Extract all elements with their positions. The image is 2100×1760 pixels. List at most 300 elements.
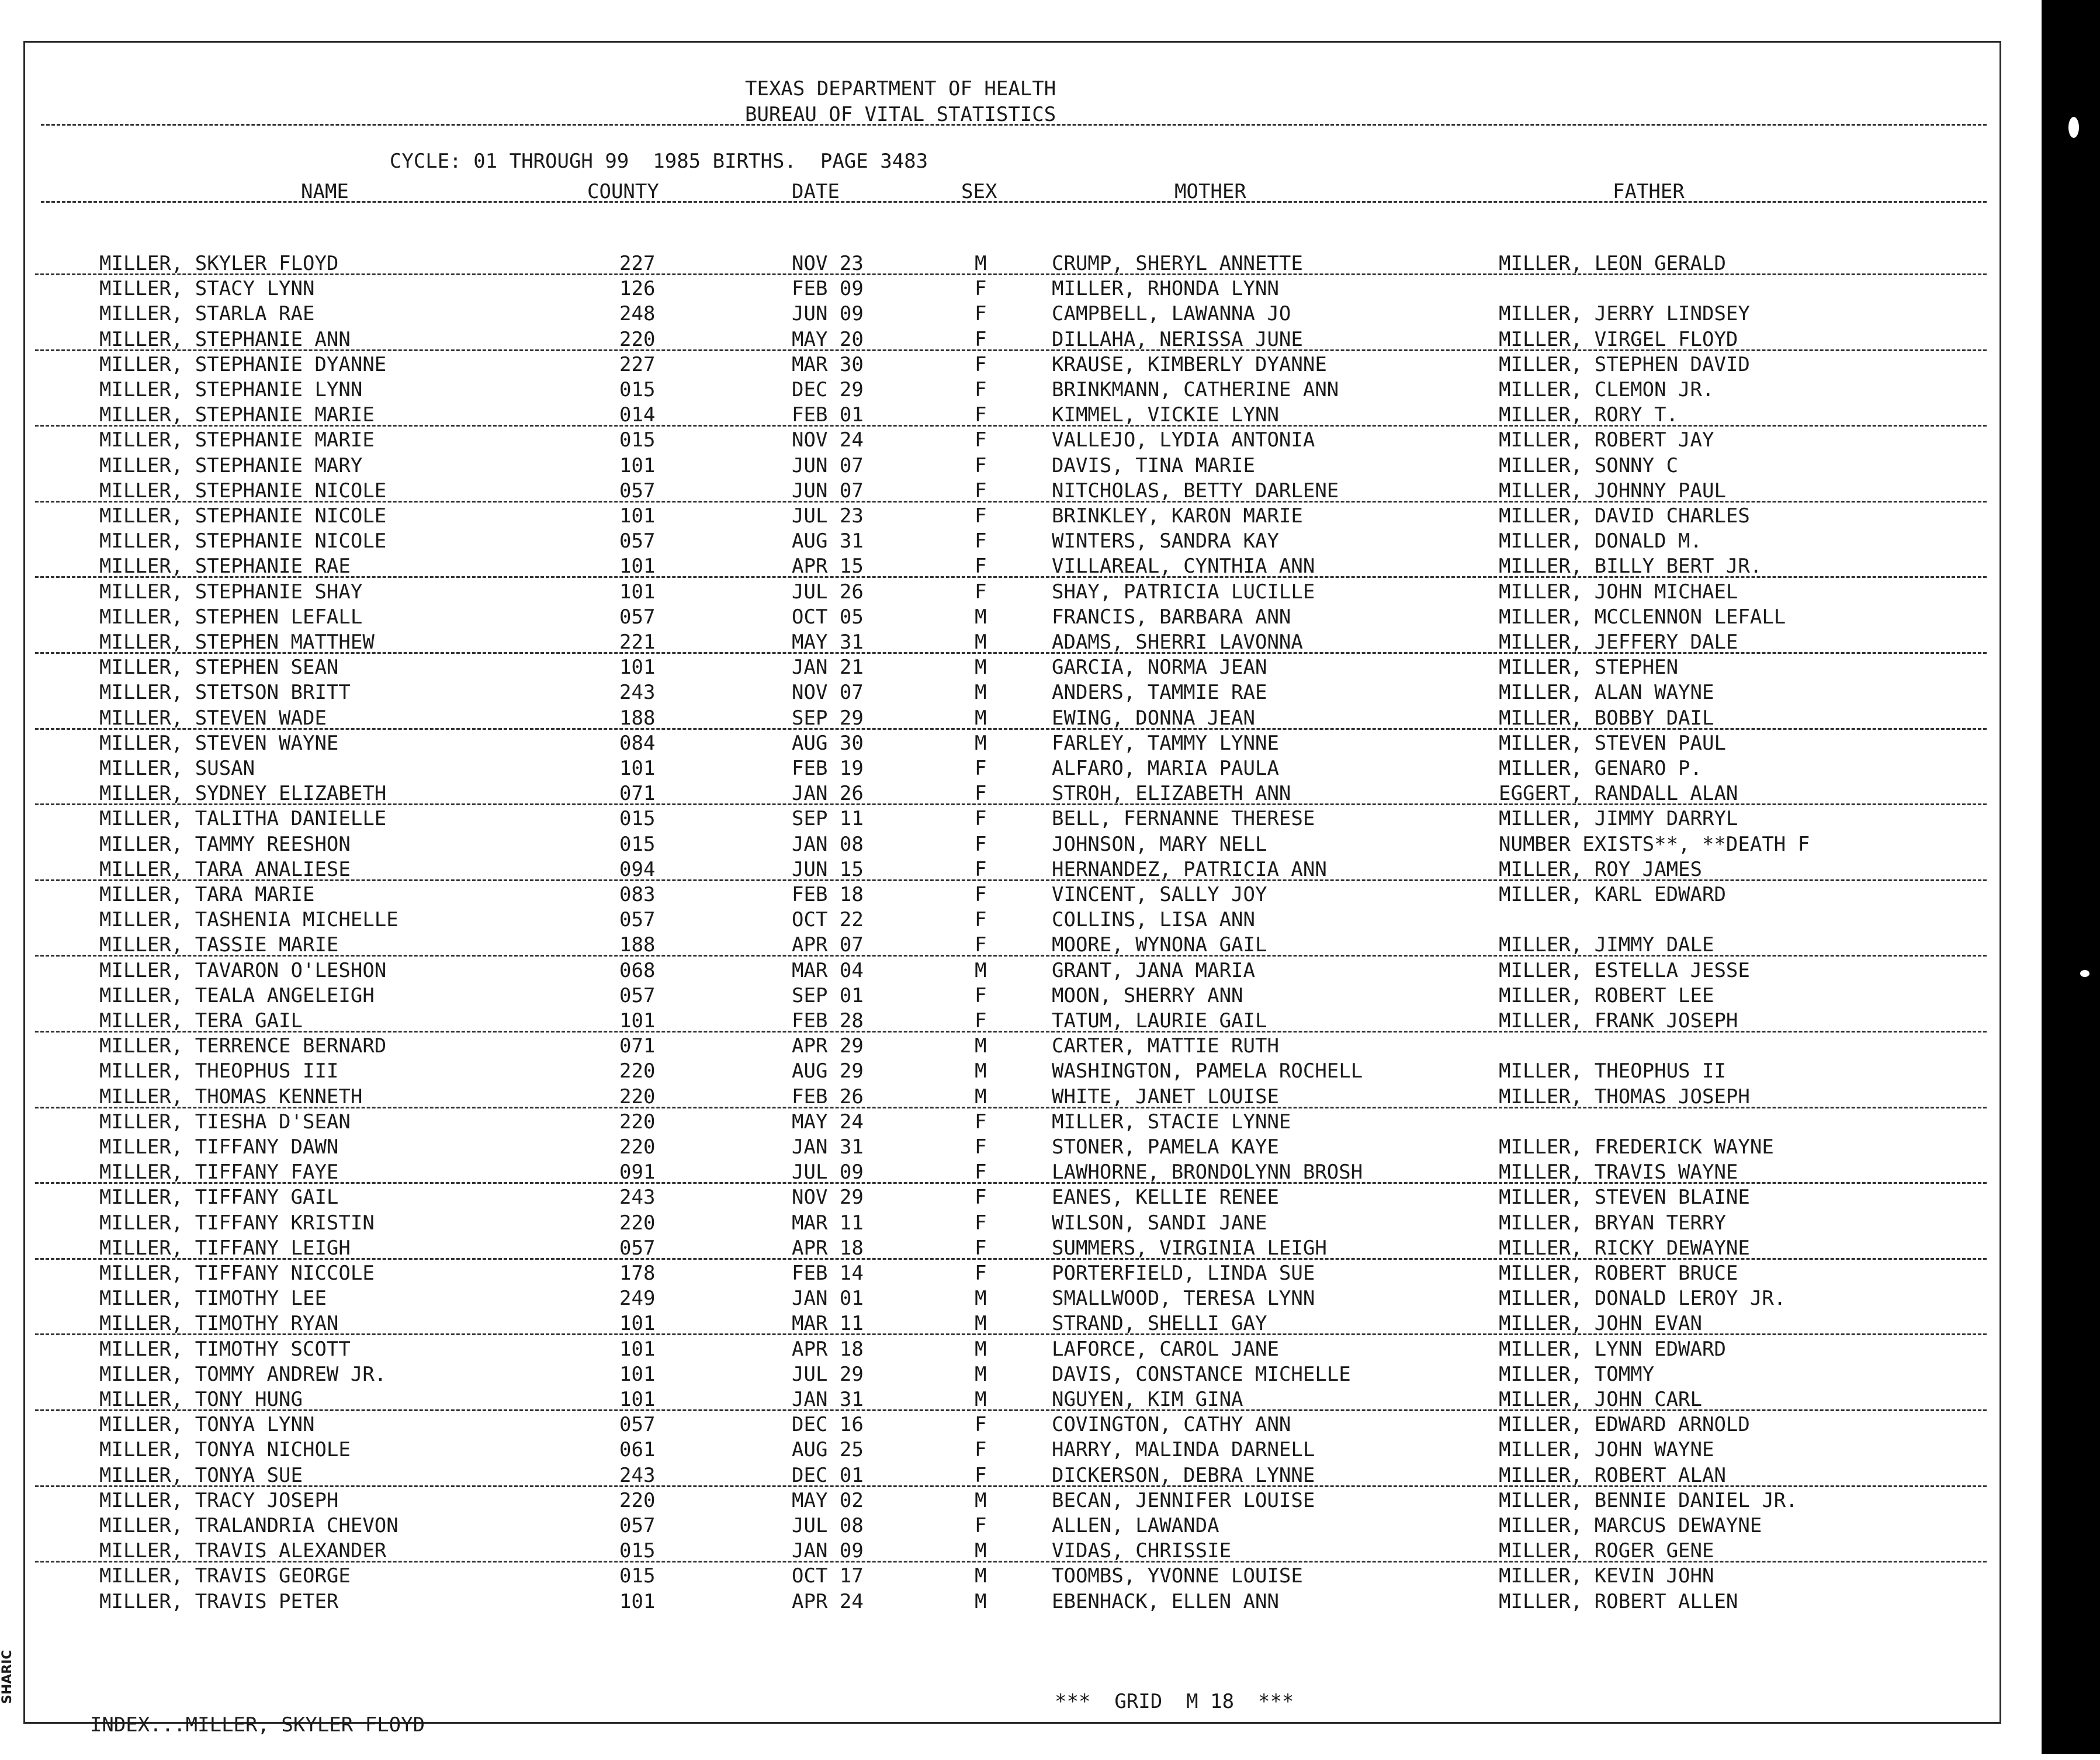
cell-date: APR 24 — [792, 1589, 864, 1613]
cell-sex: F — [975, 1463, 987, 1487]
cell-date: MAY 02 — [792, 1488, 864, 1512]
cell-mother: ALFARO, MARIA PAULA — [1052, 757, 1279, 780]
cell-father: MILLER, JOHN MICHAEL — [1499, 580, 1738, 604]
cell-county: 227 — [619, 352, 656, 376]
cell-county: 248 — [619, 302, 656, 326]
cell-name: MILLER, STEPHANIE RAE — [99, 555, 351, 578]
cell-date: MAR 30 — [792, 352, 864, 376]
cell-sex: F — [975, 428, 987, 452]
cell-name: MILLER, TAVARON O'LESHON — [99, 958, 387, 982]
cell-mother: EWING, DONNA JEAN — [1052, 706, 1255, 730]
cell-mother: WILSON, SANDI JANE — [1052, 1211, 1267, 1235]
table-row — [0, 655, 1928, 680]
cell-sex: F — [975, 832, 987, 856]
cell-county: 101 — [619, 453, 656, 477]
col-header-father: FATHER — [1613, 180, 1685, 203]
cell-county: 101 — [619, 1362, 656, 1386]
col-header-date: DATE — [792, 180, 840, 203]
cell-sex: F — [975, 1135, 987, 1159]
table-row — [0, 781, 1928, 806]
cell-name: MILLER, STEVEN WAYNE — [99, 731, 339, 755]
table-row — [0, 1463, 1928, 1488]
cell-mother: EANES, KELLIE RENEE — [1052, 1186, 1279, 1210]
cell-date: JUL 09 — [792, 1160, 864, 1184]
cell-father: MILLER, DONALD M. — [1499, 529, 1702, 553]
group-rule — [35, 1561, 1987, 1562]
cell-father: MILLER, BENNIE DANIEL JR. — [1499, 1488, 1798, 1512]
cell-county: 220 — [619, 1085, 656, 1108]
cell-mother: GRANT, JANA MARIA — [1052, 958, 1255, 982]
cell-sex: F — [975, 504, 987, 528]
cell-county: 101 — [619, 1337, 656, 1361]
group-rule — [35, 1258, 1987, 1260]
cell-date: JAN 08 — [792, 832, 864, 856]
cell-father: MILLER, FRANK JOSEPH — [1499, 1009, 1738, 1033]
cell-father: MILLER, CLEMON JR. — [1499, 378, 1714, 401]
table-row — [0, 377, 1928, 403]
cell-name: MILLER, TALITHA DANIELLE — [99, 807, 387, 831]
cell-name: MILLER, STEPHANIE SHAY — [99, 580, 363, 604]
cell-name: MILLER, TIMOTHY RYAN — [99, 1312, 339, 1336]
cell-name: MILLER, TERA GAIL — [99, 1009, 303, 1033]
cell-father: MILLER, VIRGEL FLOYD — [1499, 327, 1738, 351]
table-row — [0, 731, 1928, 756]
cell-name: MILLER, STEPHANIE ANN — [99, 327, 351, 351]
cell-father: MILLER, DAVID CHARLES — [1499, 504, 1750, 528]
cell-name: MILLER, STEPHEN SEAN — [99, 656, 339, 680]
cell-date: AUG 30 — [792, 731, 864, 755]
cell-date: FEB 18 — [792, 883, 864, 906]
table-row — [0, 1412, 1928, 1437]
cell-name: MILLER, TIFFANY KRISTIN — [99, 1211, 375, 1235]
cell-county: 015 — [619, 378, 656, 401]
cell-date: MAR 11 — [792, 1312, 864, 1336]
table-row — [0, 1488, 1928, 1513]
cell-sex: M — [975, 1564, 987, 1588]
cell-county: 057 — [619, 1413, 656, 1437]
table-row — [0, 554, 1928, 579]
cell-name: MILLER, TRALANDRIA CHEVON — [99, 1514, 398, 1537]
cell-name: MILLER, STEPHEN LEFALL — [99, 605, 363, 629]
cell-sex: M — [975, 1362, 987, 1386]
cell-name: MILLER, TEALA ANGELEIGH — [99, 983, 375, 1007]
table-row — [0, 1160, 1928, 1185]
group-rule — [35, 1485, 1987, 1487]
cell-date: JAN 26 — [792, 782, 864, 806]
cell-mother: DILLAHA, NERISSA JUNE — [1052, 327, 1303, 351]
cell-sex: M — [975, 1539, 987, 1563]
cell-name: MILLER, THOMAS KENNETH — [99, 1085, 363, 1108]
cell-father: MILLER, LEON GERALD — [1499, 252, 1726, 275]
group-rule — [35, 1333, 1987, 1335]
cell-county: 220 — [619, 1135, 656, 1159]
group-rule — [35, 273, 1987, 275]
cell-name: MILLER, TONYA SUE — [99, 1463, 303, 1487]
cell-mother: BECAN, JENNIFER LOUISE — [1052, 1488, 1315, 1512]
cell-name: MILLER, TOMMY ANDREW JR. — [99, 1362, 387, 1386]
header-rule — [41, 124, 1987, 126]
table-row — [0, 529, 1928, 554]
col-header-county: COUNTY — [587, 180, 659, 203]
cell-date: MAR 04 — [792, 958, 864, 982]
scanner-edge — [2042, 0, 2100, 1754]
table-row — [0, 882, 1928, 907]
cell-county: 057 — [619, 1514, 656, 1537]
cell-county: 014 — [619, 403, 656, 427]
cell-father: MILLER, MCCLENNON LEFALL — [1499, 605, 1786, 629]
cell-sex: F — [975, 883, 987, 906]
table-row — [0, 327, 1928, 352]
cell-date: JAN 01 — [792, 1287, 864, 1311]
cell-county: 101 — [619, 656, 656, 680]
cell-sex: M — [975, 1388, 987, 1411]
cell-sex: M — [975, 656, 987, 680]
cell-date: JAN 31 — [792, 1388, 864, 1411]
cell-name: MILLER, STEPHEN MATTHEW — [99, 630, 375, 654]
cell-father: MILLER, JERRY LINDSEY — [1499, 302, 1750, 326]
cell-date: JUL 26 — [792, 580, 864, 604]
table-row — [0, 1387, 1928, 1412]
cell-mother: KRAUSE, KIMBERLY DYANNE — [1052, 352, 1327, 376]
cell-name: MILLER, TARA MARIE — [99, 883, 315, 906]
cell-county: 015 — [619, 807, 656, 831]
cell-name: MILLER, STEPHANIE NICOLE — [99, 479, 387, 503]
cell-father: MILLER, DONALD LEROY JR. — [1499, 1287, 1786, 1311]
cell-mother: VALLEJO, LYDIA ANTONIA — [1052, 428, 1315, 452]
cell-mother: SMALLWOOD, TERESA LYNN — [1052, 1287, 1315, 1311]
cell-sex: F — [975, 327, 987, 351]
group-rule — [35, 728, 1987, 730]
cell-sex: F — [975, 1236, 987, 1260]
cell-date: JUN 15 — [792, 857, 864, 881]
cell-mother: ANDERS, TAMMIE RAE — [1052, 681, 1267, 705]
cell-sex: F — [975, 908, 987, 932]
bureau-title: BUREAU OF VITAL STATISTICS — [745, 103, 1056, 126]
table-row — [0, 983, 1928, 1009]
cell-date: OCT 17 — [792, 1564, 864, 1588]
cell-father: MILLER, THEOPHUS II — [1499, 1059, 1726, 1083]
scan-speck — [2080, 970, 2089, 977]
table-row — [0, 580, 1928, 605]
cell-county: 101 — [619, 1009, 656, 1033]
cell-county: 057 — [619, 529, 656, 553]
cell-father: MILLER, EDWARD ARNOLD — [1499, 1413, 1750, 1437]
table-row — [0, 403, 1928, 428]
cell-father: MILLER, JOHN CARL — [1499, 1388, 1702, 1411]
cell-name: MILLER, TAMMY REESHON — [99, 832, 351, 856]
cell-father: NUMBER EXISTS**, **DEATH F — [1499, 832, 1810, 856]
cell-date: JUL 29 — [792, 1362, 864, 1386]
cell-date: OCT 05 — [792, 605, 864, 629]
cell-date: NOV 07 — [792, 681, 864, 705]
cell-father: MILLER, TOMMY — [1499, 1362, 1655, 1386]
cell-date: AUG 31 — [792, 529, 864, 553]
cell-father: MILLER, KARL EDWARD — [1499, 883, 1726, 906]
cell-date: MAR 11 — [792, 1211, 864, 1235]
cell-sex: F — [975, 1186, 987, 1210]
cell-mother: GARCIA, NORMA JEAN — [1052, 656, 1267, 680]
cell-name: MILLER, STEPHANIE MARIE — [99, 428, 375, 452]
table-row — [0, 251, 1928, 276]
group-rule — [35, 652, 1987, 654]
group-rule — [35, 576, 1987, 578]
cell-date: JAN 31 — [792, 1135, 864, 1159]
cell-father: MILLER, ROBERT LEE — [1499, 983, 1714, 1007]
cell-mother: EBENHACK, ELLEN ANN — [1052, 1589, 1279, 1613]
cell-name: MILLER, STETSON BRITT — [99, 681, 351, 705]
table-row — [0, 806, 1928, 832]
table-row — [0, 832, 1928, 857]
cell-date: NOV 23 — [792, 252, 864, 275]
table-row — [0, 1059, 1928, 1084]
page-number: 3483 — [880, 150, 928, 173]
scan-speck — [2068, 117, 2079, 138]
cell-mother: DAVIS, CONSTANCE MICHELLE — [1052, 1362, 1351, 1386]
cell-sex: F — [975, 807, 987, 831]
cell-date: APR 07 — [792, 933, 864, 957]
cell-sex: M — [975, 1488, 987, 1512]
table-row — [0, 453, 1928, 479]
cell-sex: F — [975, 1160, 987, 1184]
cell-mother: TATUM, LAURIE GAIL — [1052, 1009, 1267, 1033]
page-label: PAGE — [820, 150, 868, 173]
cell-sex: F — [975, 302, 987, 326]
cell-father: MILLER, ROBERT JAY — [1499, 428, 1714, 452]
cell-name: MILLER, STEPHANIE MARIE — [99, 403, 375, 427]
cell-name: MILLER, STEPHANIE NICOLE — [99, 529, 387, 553]
cell-county: 015 — [619, 1564, 656, 1588]
cell-father: MILLER, THOMAS JOSEPH — [1499, 1085, 1750, 1108]
cell-sex: F — [975, 277, 987, 301]
cell-father: MILLER, MARCUS DEWAYNE — [1499, 1514, 1762, 1537]
cell-father: MILLER, ROGER GENE — [1499, 1539, 1714, 1563]
cell-father: MILLER, ROBERT ALAN — [1499, 1463, 1726, 1487]
cell-name: MILLER, STEPHANIE DYANNE — [99, 352, 387, 376]
cell-mother: BRINKMANN, CATHERINE ANN — [1052, 378, 1339, 401]
cycle-value: 01 THROUGH 99 — [473, 150, 629, 173]
cell-name: MILLER, TRAVIS ALEXANDER — [99, 1539, 387, 1563]
cell-county: 061 — [619, 1438, 656, 1462]
cell-county: 101 — [619, 555, 656, 578]
group-rule — [35, 1107, 1987, 1108]
table-row — [0, 1236, 1928, 1261]
table-row — [0, 630, 1928, 655]
cell-sex: F — [975, 1413, 987, 1437]
cell-mother: CRUMP, SHERYL ANNETTE — [1052, 252, 1303, 275]
table-row — [0, 504, 1928, 529]
cell-father: MILLER, JIMMY DARRYL — [1499, 807, 1738, 831]
cell-date: AUG 29 — [792, 1059, 864, 1083]
cell-sex: F — [975, 403, 987, 427]
col-header-mother: MOTHER — [1174, 180, 1246, 203]
cell-father: MILLER, STEPHEN — [1499, 656, 1679, 680]
cell-date: JUL 23 — [792, 504, 864, 528]
cell-sex: M — [975, 252, 987, 275]
table-row — [0, 1135, 1928, 1160]
table-row — [0, 1185, 1928, 1210]
cell-county: 101 — [619, 504, 656, 528]
cell-sex: M — [975, 958, 987, 982]
cell-sex: F — [975, 580, 987, 604]
group-rule — [35, 879, 1987, 881]
cell-mother: SHAY, PATRICIA LUCILLE — [1052, 580, 1315, 604]
cell-mother: KIMMEL, VICKIE LYNN — [1052, 403, 1279, 427]
cell-sex: F — [975, 479, 987, 503]
cell-father: MILLER, GENARO P. — [1499, 757, 1702, 780]
cell-mother: NITCHOLAS, BETTY DARLENE — [1052, 479, 1339, 503]
table-row — [0, 1539, 1928, 1564]
table-row — [0, 680, 1928, 705]
cell-name: MILLER, TIFFANY DAWN — [99, 1135, 339, 1159]
cell-name: MILLER, TIFFANY NICCOLE — [99, 1262, 375, 1285]
cell-mother: NGUYEN, KIM GINA — [1052, 1388, 1243, 1411]
cell-mother: TOOMBS, YVONNE LOUISE — [1052, 1564, 1303, 1588]
cell-date: FEB 26 — [792, 1085, 864, 1108]
cell-name: MILLER, TIMOTHY SCOTT — [99, 1337, 351, 1361]
cell-date: APR 18 — [792, 1337, 864, 1361]
cell-county: 243 — [619, 1186, 656, 1210]
cell-date: APR 18 — [792, 1236, 864, 1260]
cell-county: 068 — [619, 958, 656, 982]
cell-county: 243 — [619, 681, 656, 705]
cell-date: APR 29 — [792, 1034, 864, 1058]
cell-sex: F — [975, 1009, 987, 1033]
group-rule — [35, 1409, 1987, 1411]
cell-mother: MOORE, WYNONA GAIL — [1052, 933, 1267, 957]
cell-mother: DICKERSON, DEBRA LYNNE — [1052, 1463, 1315, 1487]
table-row — [0, 1085, 1928, 1110]
cell-father: MILLER, BILLY BERT JR. — [1499, 555, 1762, 578]
cell-mother: ADAMS, SHERRI LAVONNA — [1052, 630, 1303, 654]
cell-date: SEP 11 — [792, 807, 864, 831]
cell-name: MILLER, TIMOTHY LEE — [99, 1287, 327, 1311]
cell-date: MAY 31 — [792, 630, 864, 654]
cell-sex: F — [975, 1211, 987, 1235]
cell-name: MILLER, TERRENCE BERNARD — [99, 1034, 387, 1058]
agency-title: TEXAS DEPARTMENT OF HEALTH — [745, 77, 1056, 101]
cell-father: MILLER, JOHNNY PAUL — [1499, 479, 1726, 503]
cell-sex: M — [975, 681, 987, 705]
cell-mother: PORTERFIELD, LINDA SUE — [1052, 1262, 1315, 1285]
cell-sex: F — [975, 782, 987, 806]
cell-father: EGGERT, RANDALL ALAN — [1499, 782, 1738, 806]
cell-father: MILLER, BOBBY DAIL — [1499, 706, 1714, 730]
cell-mother: ALLEN, LAWANDA — [1052, 1514, 1219, 1537]
cell-mother: FARLEY, TAMMY LYNNE — [1052, 731, 1279, 755]
table-row — [0, 857, 1928, 882]
grid-marker: *** GRID M 18 *** — [1055, 1690, 1294, 1713]
cell-name: MILLER, TONYA LYNN — [99, 1413, 315, 1437]
cell-county: 249 — [619, 1287, 656, 1311]
cell-date: JAN 21 — [792, 656, 864, 680]
cell-sex: M — [975, 1059, 987, 1083]
cell-mother: STRAND, SHELLI GAY — [1052, 1312, 1267, 1336]
cell-mother: DAVIS, TINA MARIE — [1052, 453, 1255, 477]
table-row — [0, 1034, 1928, 1059]
cell-father: MILLER, STEVEN BLAINE — [1499, 1186, 1750, 1210]
cell-name: MILLER, SUSAN — [99, 757, 255, 780]
cell-name: MILLER, SKYLER FLOYD — [99, 252, 339, 275]
cell-county: 071 — [619, 782, 656, 806]
cell-name: MILLER, STACY LYNN — [99, 277, 315, 301]
cell-county: 220 — [619, 1211, 656, 1235]
cell-sex: F — [975, 352, 987, 376]
cell-mother: MILLER, RHONDA LYNN — [1052, 277, 1279, 301]
cell-father: MILLER, LYNN EDWARD — [1499, 1337, 1726, 1361]
cell-county: 015 — [619, 1539, 656, 1563]
cell-father: MILLER, ALAN WAYNE — [1499, 681, 1714, 705]
cell-mother: VILLAREAL, CYNTHIA ANN — [1052, 555, 1315, 578]
cell-father: MILLER, JIMMY DALE — [1499, 933, 1714, 957]
report-title: 1985 BIRTHS. — [653, 150, 796, 173]
cell-mother: WASHINGTON, PAMELA ROCHELL — [1052, 1059, 1363, 1083]
cell-sex: F — [975, 453, 987, 477]
cell-sex: M — [975, 731, 987, 755]
cell-father: MILLER, STEVEN PAUL — [1499, 731, 1726, 755]
cell-sex: M — [975, 1034, 987, 1058]
cell-county: 178 — [619, 1262, 656, 1285]
table-row — [0, 1362, 1928, 1387]
cell-county: 083 — [619, 883, 656, 906]
cell-name: MILLER, TIFFANY GAIL — [99, 1186, 339, 1210]
cell-mother: CARTER, MATTIE RUTH — [1052, 1034, 1279, 1058]
table-row — [0, 706, 1928, 731]
cell-mother: STONER, PAMELA KAYE — [1052, 1135, 1279, 1159]
cell-county: 091 — [619, 1160, 656, 1184]
cell-name: MILLER, THEOPHUS III — [99, 1059, 339, 1083]
table-row — [0, 276, 1928, 302]
cell-county: 221 — [619, 630, 656, 654]
cell-mother: LAWHORNE, BRONDOLYNN BROSH — [1052, 1160, 1363, 1184]
cell-mother: BELL, FERNANNE THERESE — [1052, 807, 1315, 831]
table-row — [0, 1211, 1928, 1236]
group-rule — [35, 955, 1987, 957]
cell-father: MILLER, JEFFERY DALE — [1499, 630, 1738, 654]
table-row — [0, 605, 1928, 630]
cell-sex: F — [975, 529, 987, 553]
cell-name: MILLER, TARA ANALIESE — [99, 857, 351, 881]
table-row — [0, 302, 1928, 327]
cell-date: FEB 14 — [792, 1262, 864, 1285]
cell-father: MILLER, RORY T. — [1499, 403, 1679, 427]
cell-date: JUN 09 — [792, 302, 864, 326]
cell-county: 220 — [619, 1488, 656, 1512]
cell-county: 015 — [619, 832, 656, 856]
cell-county: 227 — [619, 252, 656, 275]
table-row — [0, 428, 1928, 453]
cell-date: FEB 09 — [792, 277, 864, 301]
cell-date: MAY 20 — [792, 327, 864, 351]
cell-county: 071 — [619, 1034, 656, 1058]
cell-sex: M — [975, 1337, 987, 1361]
cell-date: MAY 24 — [792, 1110, 864, 1134]
table-row — [0, 1437, 1928, 1463]
cell-father: MILLER, ESTELLA JESSE — [1499, 958, 1750, 982]
cell-father: MILLER, FREDERICK WAYNE — [1499, 1135, 1774, 1159]
cell-county: 188 — [619, 706, 656, 730]
cell-sex: F — [975, 933, 987, 957]
cell-date: NOV 29 — [792, 1186, 864, 1210]
table-row — [0, 958, 1928, 983]
index-name: MILLER, SKYLER FLOYD — [185, 1713, 425, 1737]
group-rule — [35, 1031, 1987, 1033]
table-row — [0, 933, 1928, 958]
cell-county: 188 — [619, 933, 656, 957]
cell-sex: F — [975, 857, 987, 881]
cell-father: MILLER, ROBERT BRUCE — [1499, 1262, 1738, 1285]
cell-date: SEP 01 — [792, 983, 864, 1007]
cell-name: MILLER, TRAVIS GEORGE — [99, 1564, 351, 1588]
